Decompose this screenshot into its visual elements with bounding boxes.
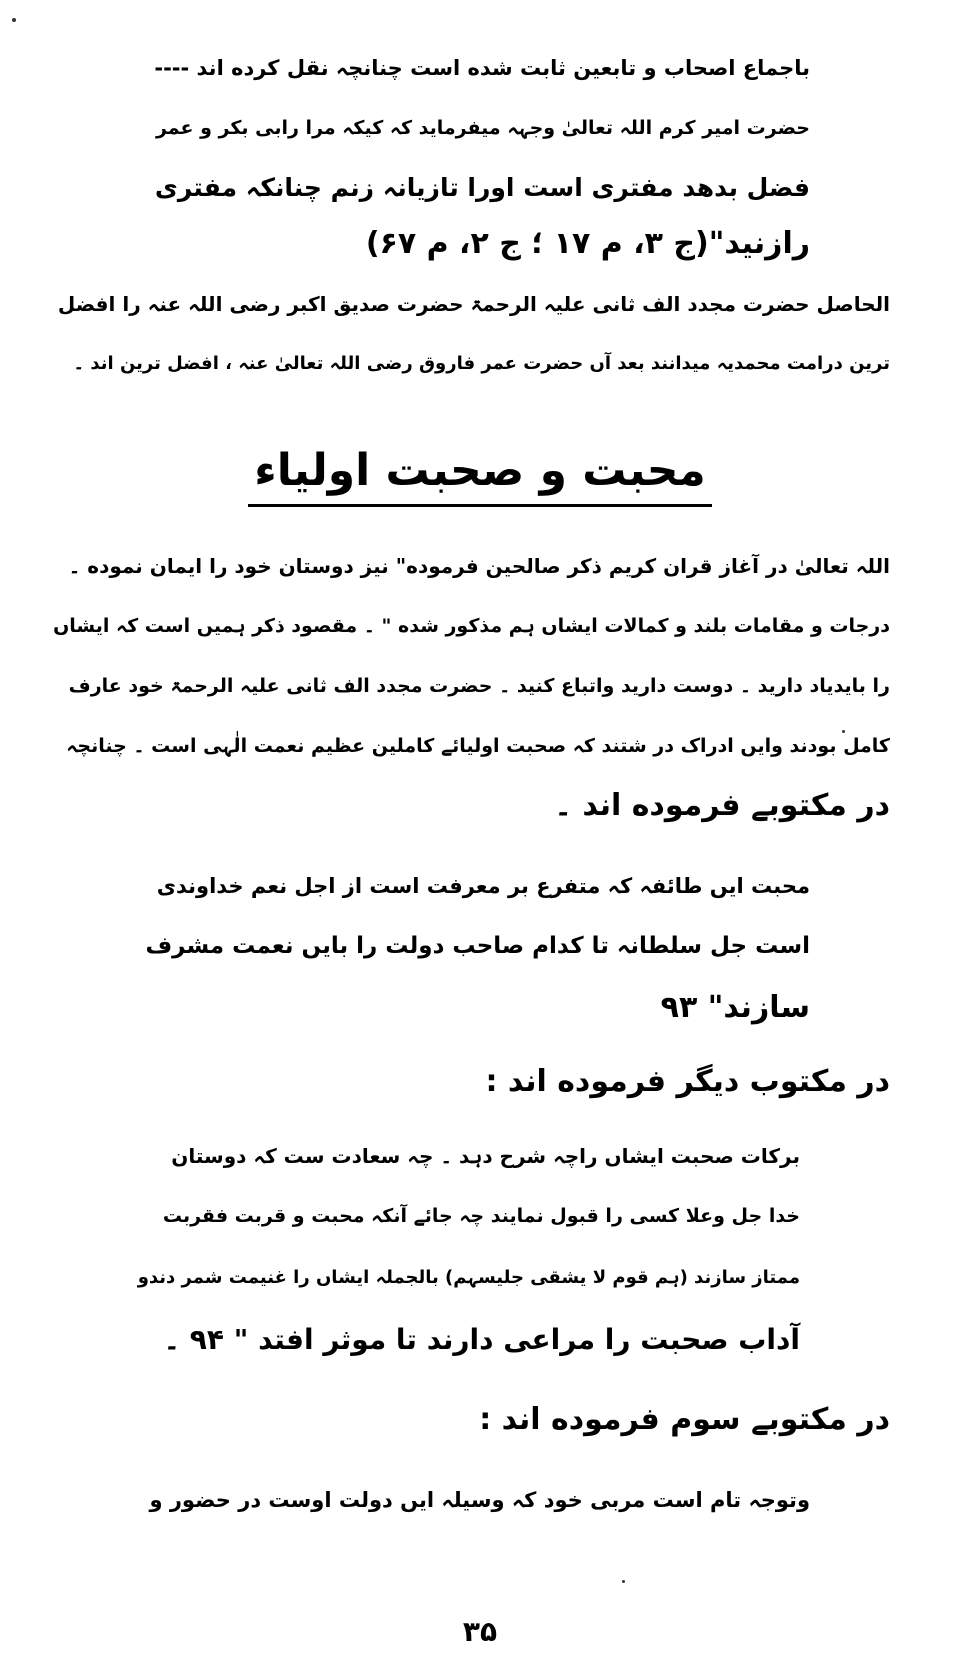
scan-speck bbox=[842, 730, 845, 733]
quote-line: سازند" ۹۳ bbox=[660, 990, 810, 1025]
scan-speck bbox=[622, 1580, 625, 1583]
text-line: را بایدیاد دارید ۔ دوست دارید واتباع کنید ۔ حضرت مجدد الف ثانی علیہ الرحمۃ خود عارف bbox=[68, 675, 890, 697]
text-line: باجماع اصحاب و تابعین ثابت شده است چنانچہ نقل کرده اند ---- bbox=[154, 56, 810, 80]
quote-line: وتوجہ تام است مربی خود کہ وسیلہ ایں دولت اوست در حضور و bbox=[149, 1488, 810, 1512]
text-line: فضل بدهد مفتری است اورا تازیانہ زنم چنانکہ مفتری bbox=[154, 173, 810, 202]
quote-line: است جل سلطانہ تا کدام صاحب دولت را بایں نعمت مشرف bbox=[145, 933, 810, 959]
page-number: ۳۵ bbox=[462, 1615, 498, 1648]
quote-line: ممتاز سازند (ہم قوم لا یشقی جلیسہم) بالجملہ ایشاں را غنیمت شمر دندو bbox=[137, 1267, 800, 1288]
quote-line: محبت ایں طائفہ کہ متفرع بر معرفت است از اجل نعم خداوندی bbox=[156, 874, 810, 898]
text-line: الحاصل حضرت مجدد الف ثانی علیہ الرحمۃ حضرت صدیق اکبر رضی اللہ عنہ را افضل bbox=[57, 292, 890, 316]
quote-line: خدا جل وعلا کسی را قبول نمایند چہ جائے آنکہ محبت و قربت فقربت bbox=[162, 1205, 800, 1227]
quote-line: آداب صحبت را مراعی دارند تا موثر افتد " ۹۴ ۔ bbox=[163, 1323, 800, 1356]
text-line: درجات و مقامات بلند و کمالات ایشاں ہم مذکور شده " ۔ مقصود ذکر ہمیں است کہ ایشاں bbox=[53, 615, 890, 637]
text-line: در مکتوبے فرموده اند ۔ bbox=[554, 788, 890, 823]
text-line: اللہ تعالیٰ در آغاز قران کریم ذکر صالحین فرموده" نیز دوستان خود را ایمان نموده ۔ bbox=[68, 554, 890, 578]
text-line: حضرت امیر کرم اللہ تعالیٰ وجہہ میفرماید کہ کیکہ مرا رابی بکر و عمر bbox=[155, 117, 810, 139]
intro-line: در مکتوبے سوم فرموده اند : bbox=[479, 1402, 890, 1437]
section-heading bbox=[0, 440, 960, 507]
text-line: رازنید"(ج ۳، م ۱۷ ؛ ج ۲، م ۶۷) bbox=[365, 226, 810, 261]
quote-line: برکات صحبت ایشاں راچہ شرح دہد ۔ چہ سعادت ست کہ دوستان bbox=[171, 1144, 800, 1168]
scan-speck bbox=[12, 18, 16, 22]
intro-line: در مکتوب دیگر فرموده اند : bbox=[485, 1064, 890, 1099]
text-line: کامل بودند وایں ادراک در شتند کہ صحبت اولیائے کاملین عظیم نعمت الٰہی است ۔ چنانچہ bbox=[66, 735, 890, 757]
section-heading-text: محبت و صحبت اولیاء bbox=[248, 440, 712, 507]
text-line: ترین درامت محمدیہ میدانند بعد آں حضرت عمر فاروق رضی اللہ تعالیٰ عنہ ، افضل ترین اند ۔ bbox=[73, 353, 890, 374]
